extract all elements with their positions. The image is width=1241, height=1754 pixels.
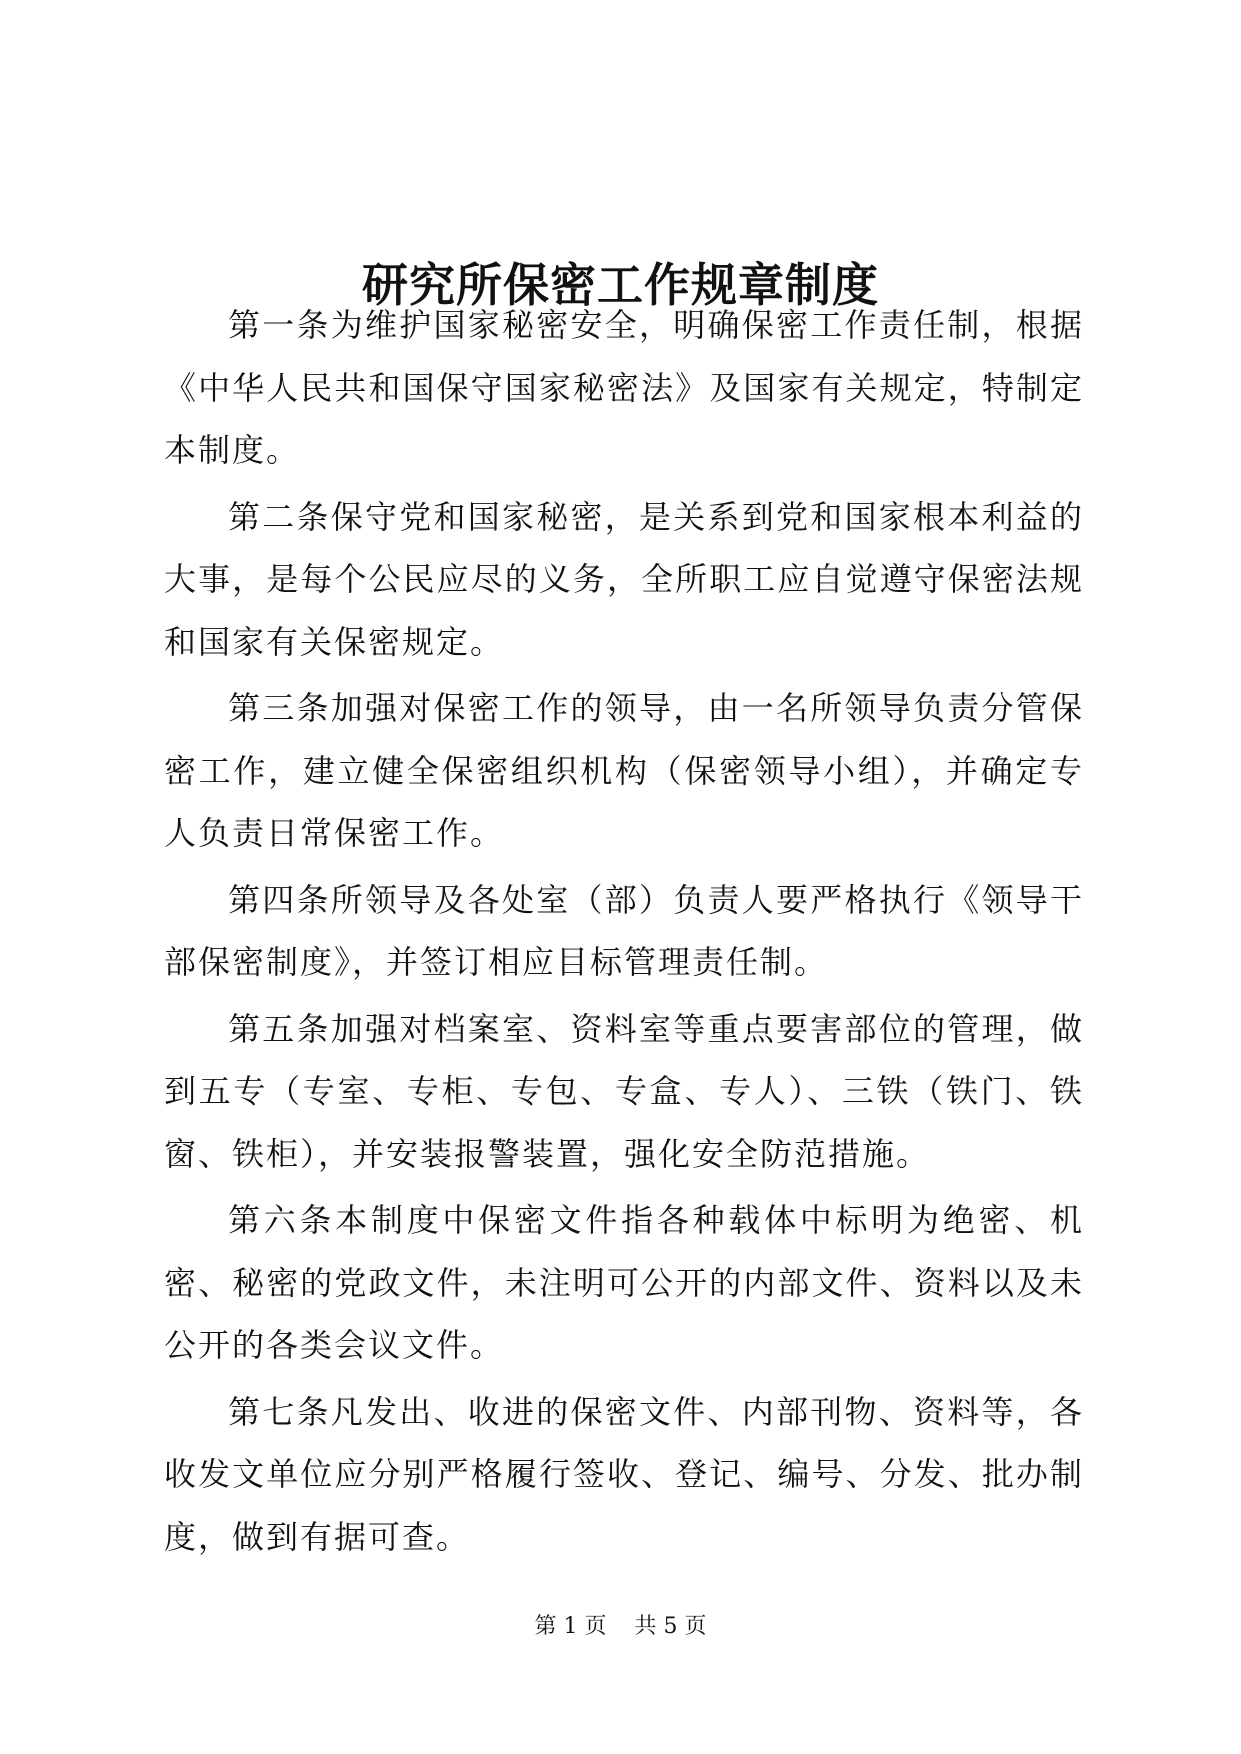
article-4: 第四条所领导及各处室（部）负责人要严格执行《领导干部保密制度》，并签订相应目标管理责任制。 — [164, 880, 1084, 981]
page-number: 第 1 页 — [534, 1614, 607, 1639]
page-footer — [0, 1612, 1241, 1642]
article-3: 第三条加强对保密工作的领导，由一名所领导负责分管保密工作，建立健全保密组织机构（保密领导小组），并确定专人负责日常保密工作。 — [164, 689, 1084, 852]
document-body — [164, 294, 1084, 1572]
article-1: 第一条为维护国家秘密安全，明确保密工作责任制，根据《中华人民共和国保守国家秘密法》及国家有关规定，特制定本制度。 — [164, 306, 1084, 469]
article-2: 第二条保守党和国家秘密，是关系到党和国家根本利益的大事，是每个公民应尽的义务，全所职工应自觉遵守保密法规和国家有关保密规定。 — [164, 497, 1084, 661]
article-7: 第七条凡发出、收进的保密文件、内部刊物、资料等，各收发文单位应分别严格履行签收、登记、编号、分发、批办制度，做到有据可查。 — [164, 1392, 1084, 1556]
document-title: 研究所保密工作规章制度 — [362, 257, 879, 312]
page-total: 共 5 页 — [634, 1614, 707, 1639]
article-5: 第五条加强对档案室、资料室等重点要害部位的管理，做到五专（专室、专柜、专包、专盒、专人）、三铁（铁门、铁窗、铁柜），并安装报警装置，强化安全防范措施。 — [164, 1009, 1084, 1173]
article-6: 第六条本制度中保密文件指各种载体中标明为绝密、机密、秘密的党政文件，未注明可公开的内部文件、资料以及未公开的各类会议文件。 — [164, 1201, 1084, 1364]
